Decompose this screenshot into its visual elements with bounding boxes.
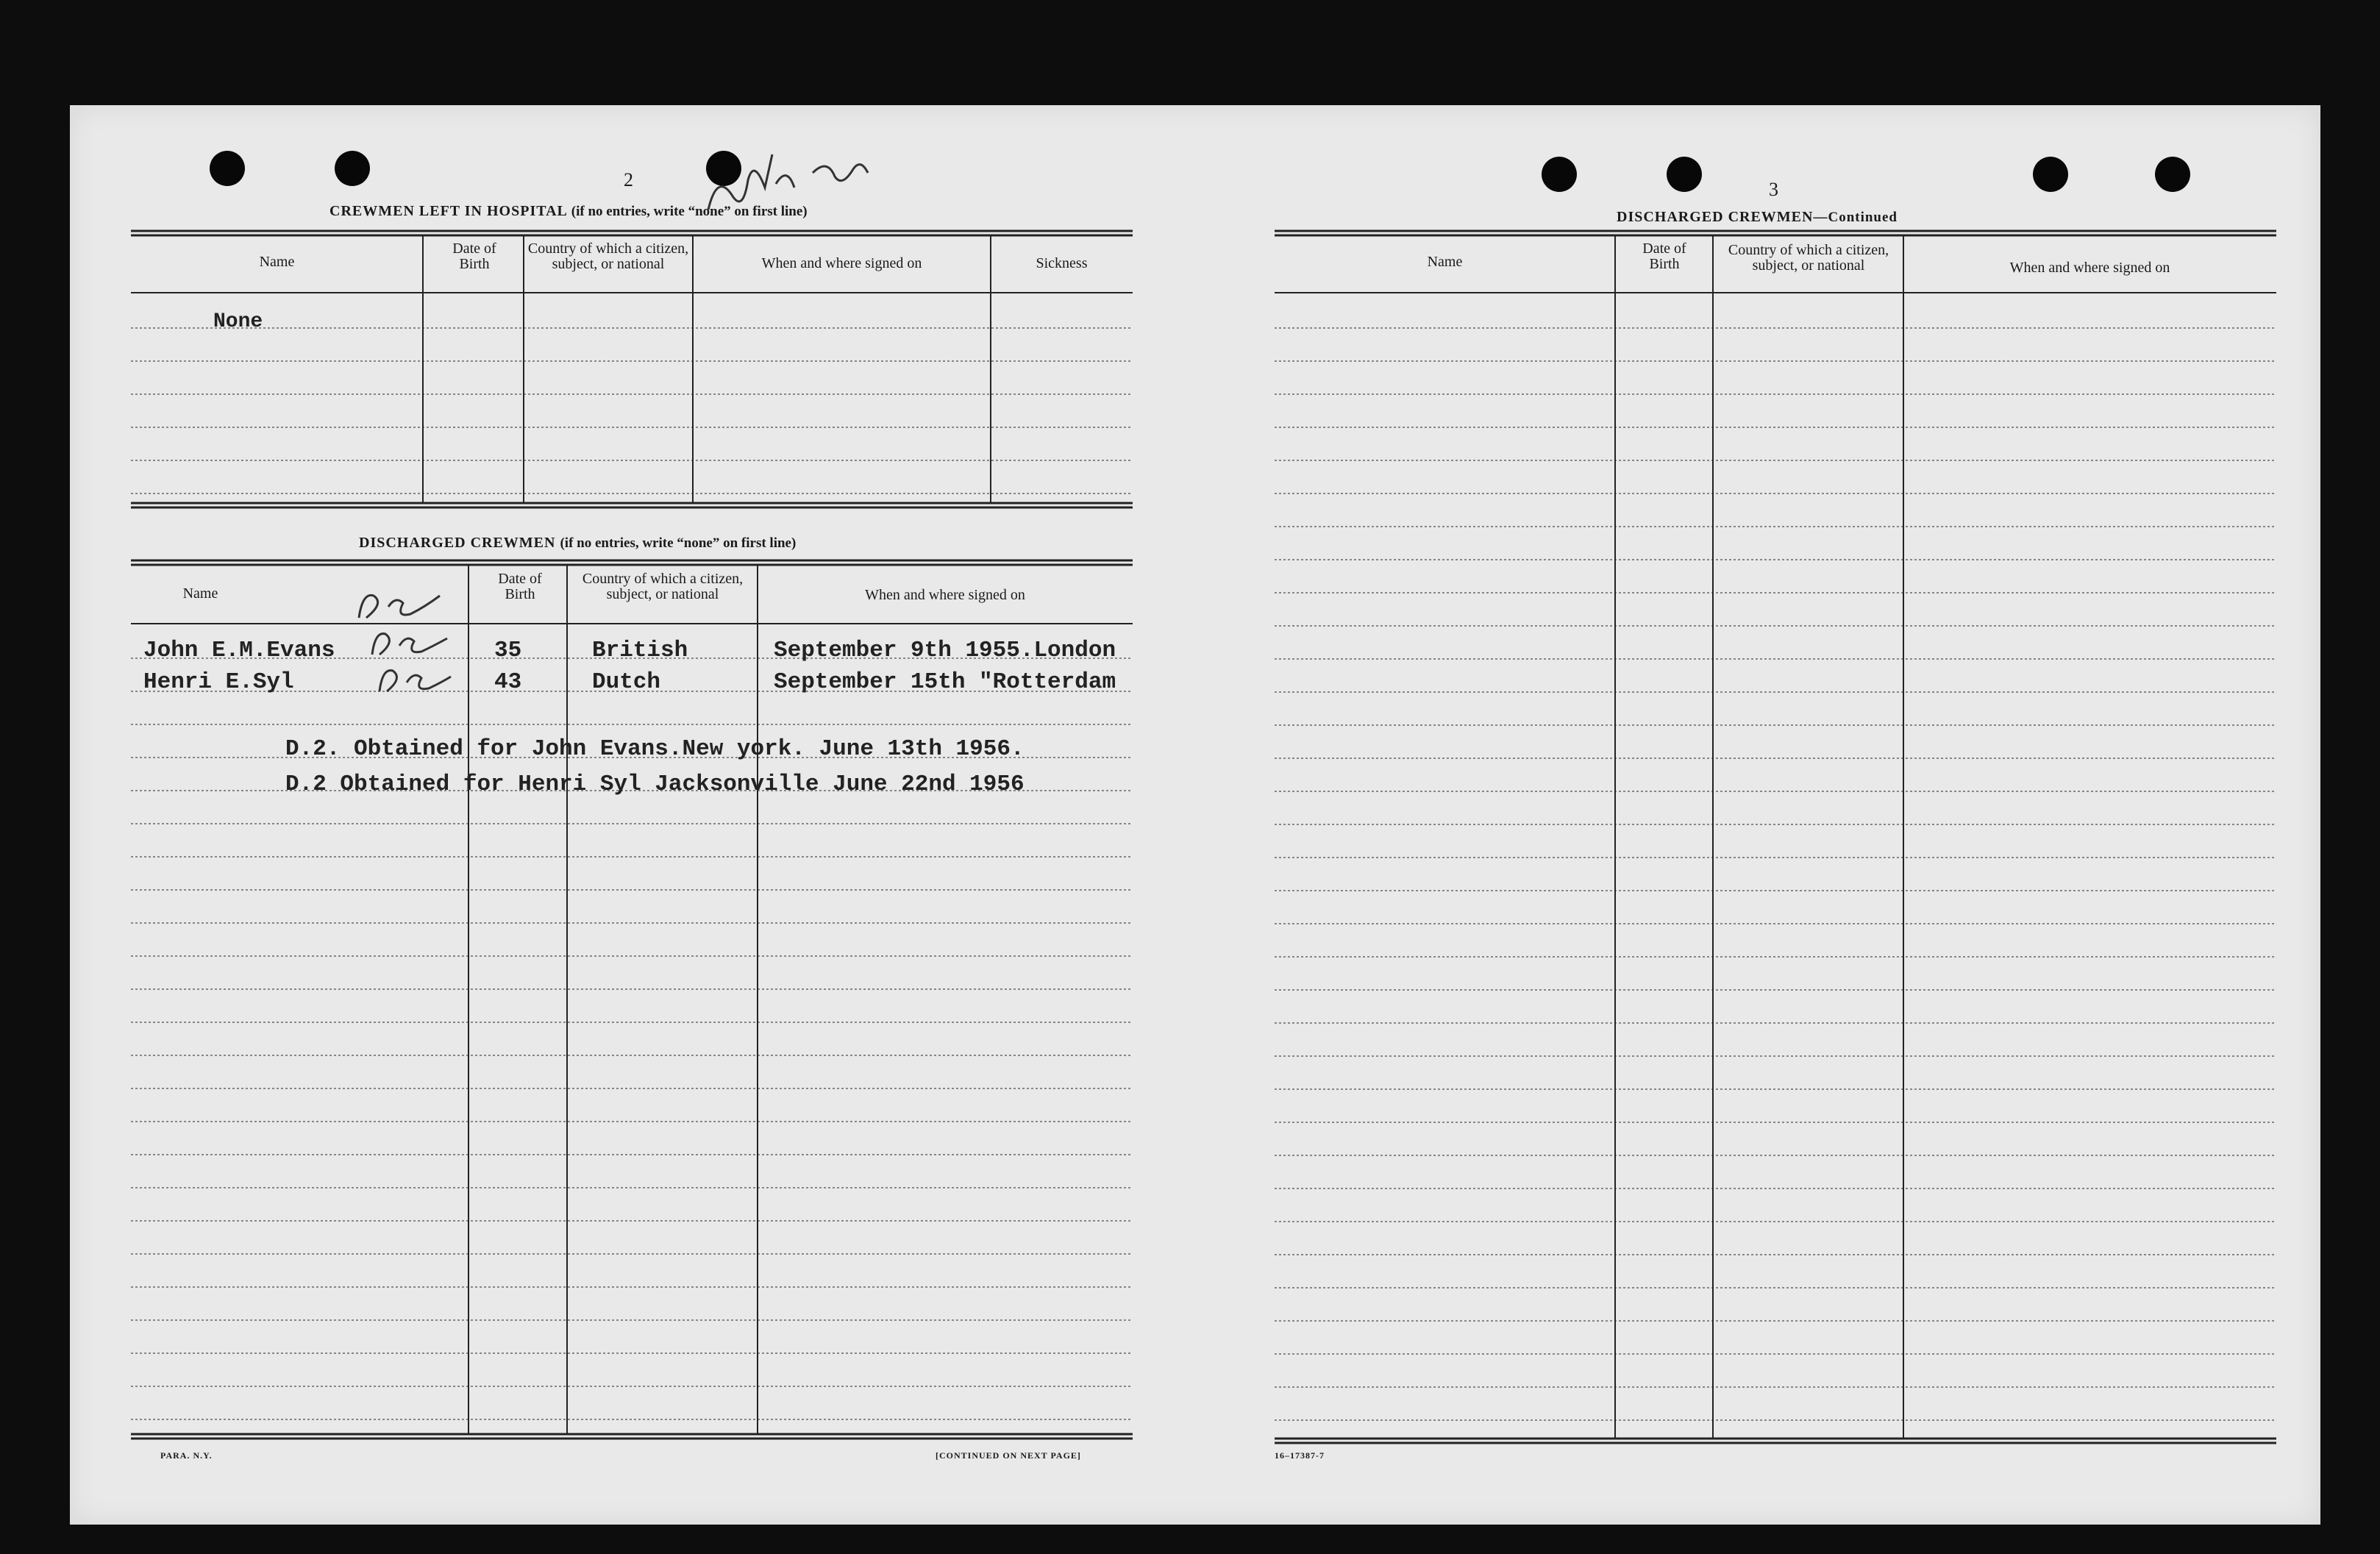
right-footer-form-number: 16–17387-7 [1275,1450,1325,1461]
discharged-section-title [359,535,796,552]
row1-signed-on: September 9th 1955.London [774,638,1116,663]
handwritten-initials-mark [702,143,872,224]
row2-name: Henri E.Syl [143,669,294,695]
left-footer-printer: PARA. N.Y. [160,1450,213,1461]
discharged-col-signed-on: When and where signed on [865,587,1025,603]
row2-country: Dutch [592,669,661,695]
hospital-entry-none: None [213,310,263,333]
right-title-suffix: —Continued [1813,210,1898,225]
row2-signed-on: September 15th "Rotterdam [774,669,1116,695]
hospital-col-sickness: Sickness [1036,255,1088,271]
left-page-number: 2 [624,169,633,190]
hospital-col-country: Country of which a citizen, subject, or national [527,240,689,272]
row2-age: 43 [494,669,522,695]
discharge-note-1: D.2. Obtained for John Evans.New york. June 13th 1956. [285,736,1025,762]
hospital-title-text: CREWMEN LEFT IN HOSPITAL [329,203,567,219]
right-col-country: Country of which a citizen, subject, or national [1728,242,1889,274]
right-page-number: 3 [1769,179,1778,200]
hospital-col-name: Name [259,254,295,270]
right-col-signed-on: When and where signed on [2009,260,2170,276]
discharged-title-note: (if no entries, write “none” on first line) [560,535,797,551]
right-section-title [1617,209,1898,226]
discharged-col-name: Name [182,585,218,602]
discharged-col-dob: Date of Birth [498,571,542,602]
hospital-col-dob: Date of Birth [452,240,496,272]
discharged-col-country: Country of which a citizen, subject, or national [582,571,744,602]
discharged-title-text: DISCHARGED CREWMEN [359,535,556,551]
row1-name: John E.M.Evans [143,638,335,663]
row1-age: 35 [494,638,522,663]
right-title-text: DISCHARGED CREWMEN [1617,209,1814,225]
right-col-name: Name [1427,254,1463,270]
discharge-note-2: D.2 Obtained for Henri Syl Jacksonville June 22nd 1956 [285,771,1025,797]
left-footer-continued: [CONTINUED ON NEXT PAGE] [936,1450,1081,1461]
hospital-col-signed-on: When and where signed on [761,255,922,271]
handwritten-d2-mark [366,625,455,662]
handwritten-d2-mark [352,585,455,629]
hospital-title-note: (if no entries, write “none” on first line) [571,204,808,219]
handwritten-d2-mark [374,662,455,699]
row1-country: British [592,638,688,663]
right-col-dob: Date of Birth [1642,240,1686,272]
